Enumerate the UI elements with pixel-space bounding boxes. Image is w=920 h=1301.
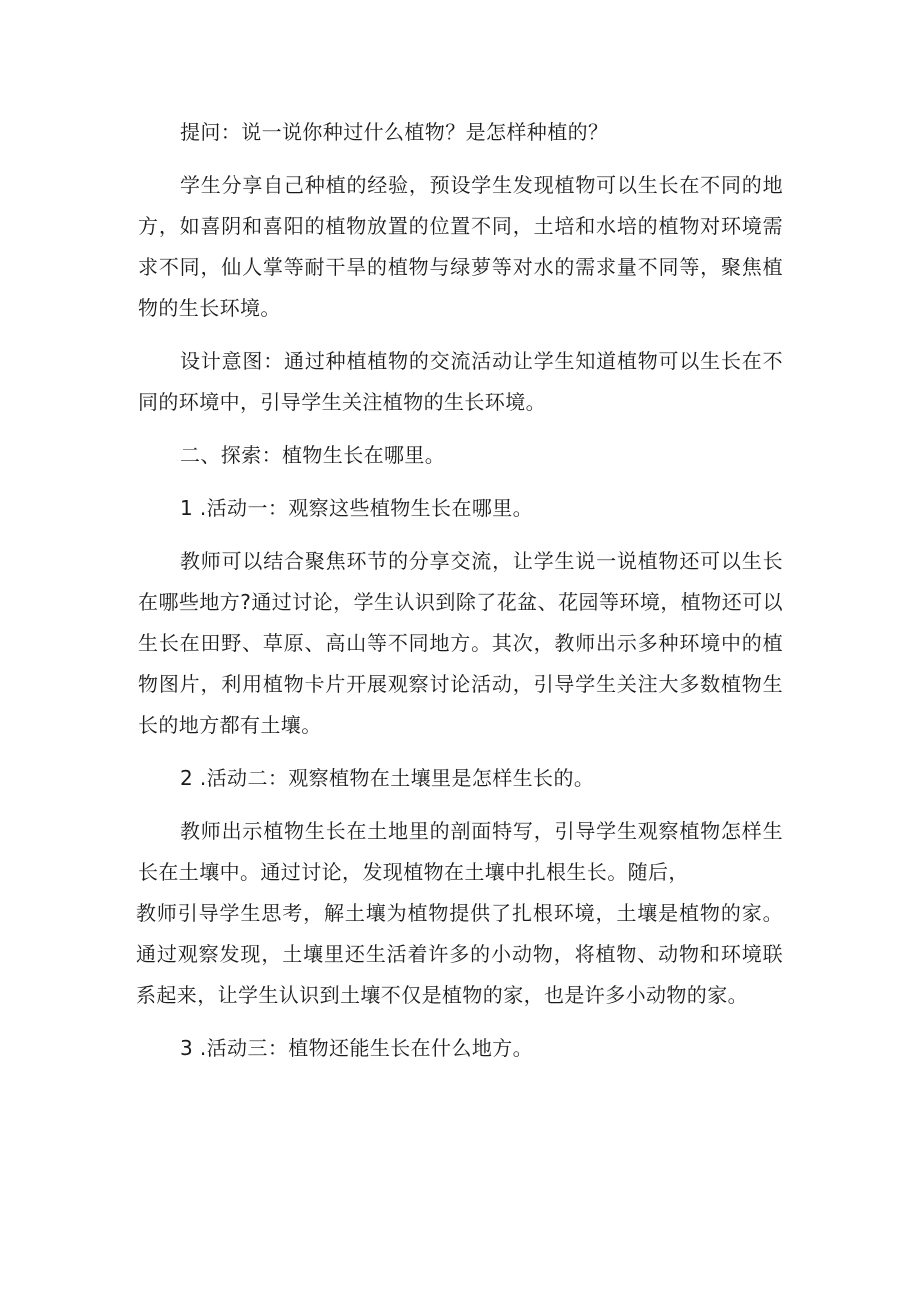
activity-one-heading: 1 .活动一：观察这些植物生长在哪里。 <box>180 496 534 520</box>
paragraph-activity-two: 教师出示植物生长在土地里的剖面特写，引导学生观察植物怎样生长在土壤中。通过讨论，发现植物在土壤中扎根生长。随后， <box>138 819 783 884</box>
paragraph-design-intent: 设计意图：通过种植植物的交流活动让学生知道植物可以生长在不同的环境中，引导学生关注植物的生长环境。 <box>138 349 783 414</box>
paragraph-activity-two-continued: 教师引导学生思考，解土壤为植物提供了扎根环境，土壤是植物的家。通过观察发现，土壤里还生活着许多的小动物，将植物、动物和环境联系起来，让学生认识到土壤不仅是植物的家，也是许多小动物的家。 <box>136 901 783 1007</box>
section-heading-explore: 二、探索：植物生长在哪里。 <box>180 443 446 467</box>
activity-three-heading: 3 .活动三：植物还能生长在什么地方。 <box>180 1036 534 1060</box>
paragraph-question: 提问：说一说你种过什么植物？是怎样种植的？ <box>180 120 609 144</box>
document-body <box>138 112 783 1081</box>
activity-two-heading: 2 .活动二：观察植物在土壤里是怎样生长的。 <box>180 766 595 790</box>
paragraph-activity-one: 教师可以结合聚焦环节的分享交流，让学生说一说植物还可以生长在哪些地方?通过讨论，学生认识到除了花盆、花园等环境，植物还可以生长在田野、草原、高山等不同地方。其次，教师出示多种环境中的植物图片，利用植物卡片开展观察讨论活动，引导学生关注大多数植物生长的地方都有土壤。 <box>138 549 783 737</box>
paragraph-student-sharing: 学生分享自己种植的经验，预设学生发现植物可以生长在不同的地方，如喜阴和喜阳的植物放置的位置不同，土培和水培的植物对环境需求不同，仙人掌等耐干旱的植物与绿萝等对水的需求量不同等，聚焦植物的生长环境。 <box>138 173 783 320</box>
